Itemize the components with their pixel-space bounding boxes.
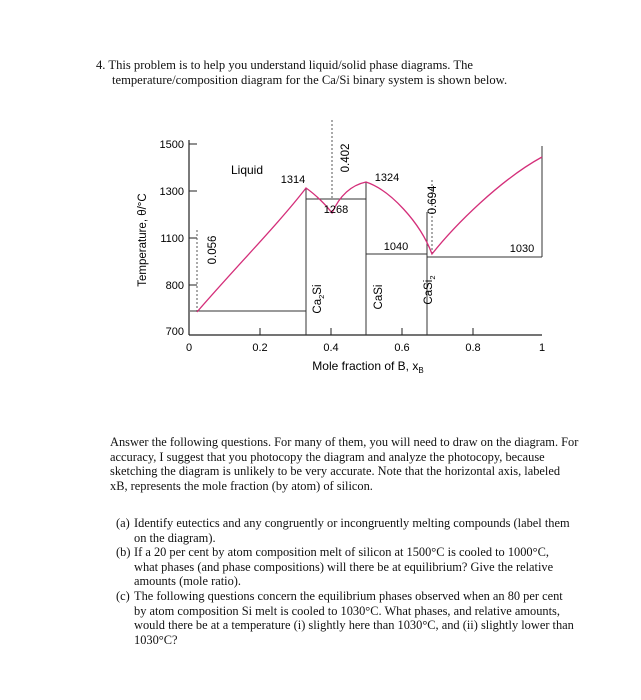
y-tick-label: 700 — [165, 326, 184, 338]
temp-label-1324: 1324 — [374, 172, 400, 184]
question-label: (a) — [116, 516, 130, 530]
question-text: The following questions concern the equilibrium phases observed when an 80 per cent by atom composition Si melt is cooled to 1030°C. What phases, and relative amounts, would there be at a temperature (i) slightly here than 1030°C, and (ii) slightly lower than 1030°C? — [134, 588, 574, 647]
ca2si-name: Ca — [312, 298, 324, 314]
answer-intro-text: Answer the following questions. For many of them, you will need to draw on the diagram. For accuracy, I suggest that you photocopy the diagram and analyze the photocopy, because sketching the diagram is unlikely to be very accurate. Note that the horizontal axis, labeled xB, represents the mole fraction (by atom) of silicon. — [110, 435, 579, 493]
casi2-name: CaSi — [423, 279, 435, 305]
composition-label-0056: 0.056 — [207, 235, 219, 265]
composition-label-0694: 0.694 — [427, 185, 439, 215]
x-tick-label: 1 — [538, 342, 546, 354]
temp-label-1314: 1314 — [280, 174, 306, 186]
x-tick-label: 0 — [185, 342, 193, 354]
question-list — [116, 516, 576, 647]
question-item — [116, 589, 576, 647]
compound-label-ca2si — [312, 284, 326, 313]
liquidus-curve — [197, 157, 542, 312]
question-text: Identify eutectics and any congruently or incongruently melting compounds (label them on the diagram). — [134, 516, 570, 545]
temp-label-1030: 1030 — [509, 243, 535, 255]
intro-text-1: This problem is to help you understand liquid/solid phase diagrams. The — [108, 58, 473, 72]
temp-label-1040: 1040 — [383, 241, 409, 253]
y-tick-label: 800 — [165, 280, 184, 292]
intro-line-2: temperature/composition diagram for the Ca/Si binary system is shown below. — [112, 73, 508, 87]
composition-label-0402: 0.402 — [340, 143, 352, 173]
y-tick-label: 1300 — [159, 186, 184, 198]
problem-number: 4. — [96, 58, 106, 72]
question-item — [116, 516, 576, 545]
x-tick-label: 0.2 — [252, 342, 268, 354]
y-tick-label: 1100 — [160, 233, 184, 245]
x-tick-label: 0.6 — [394, 342, 410, 354]
x-axis-title — [312, 359, 423, 375]
x-tick-label: 0.8 — [465, 342, 481, 354]
x-tick-label: 0.4 — [323, 342, 339, 354]
ca2si-tail: Si — [312, 284, 324, 295]
question-text: If a 20 per cent by atom composition melt of silicon at 1500°C is cooled to 1000°C, what phases (and phase compositions) will there be at equilibrium? Give the relative amounts (mole ratio). — [134, 545, 554, 589]
question-label: (c) — [116, 588, 130, 603]
question-item — [116, 545, 576, 589]
compound-label-casi2 — [423, 275, 437, 304]
ca2si-subscript: 2 — [317, 294, 326, 299]
x-axis-title-main: Mole fraction of B, x — [312, 359, 419, 373]
y-axis-title: Temperature, θ/°C — [137, 193, 149, 287]
casi2-subscript: 2 — [428, 275, 437, 280]
x-axis-title-subscript: B — [418, 366, 424, 375]
question-label: (b) — [116, 545, 131, 560]
liquid-region-label: Liquid — [230, 163, 264, 177]
temp-label-1268: 1268 — [323, 204, 349, 216]
compound-label-casi: CaSi — [373, 284, 385, 310]
y-tick-label: 1500 — [159, 139, 184, 151]
answer-instructions — [110, 435, 580, 493]
